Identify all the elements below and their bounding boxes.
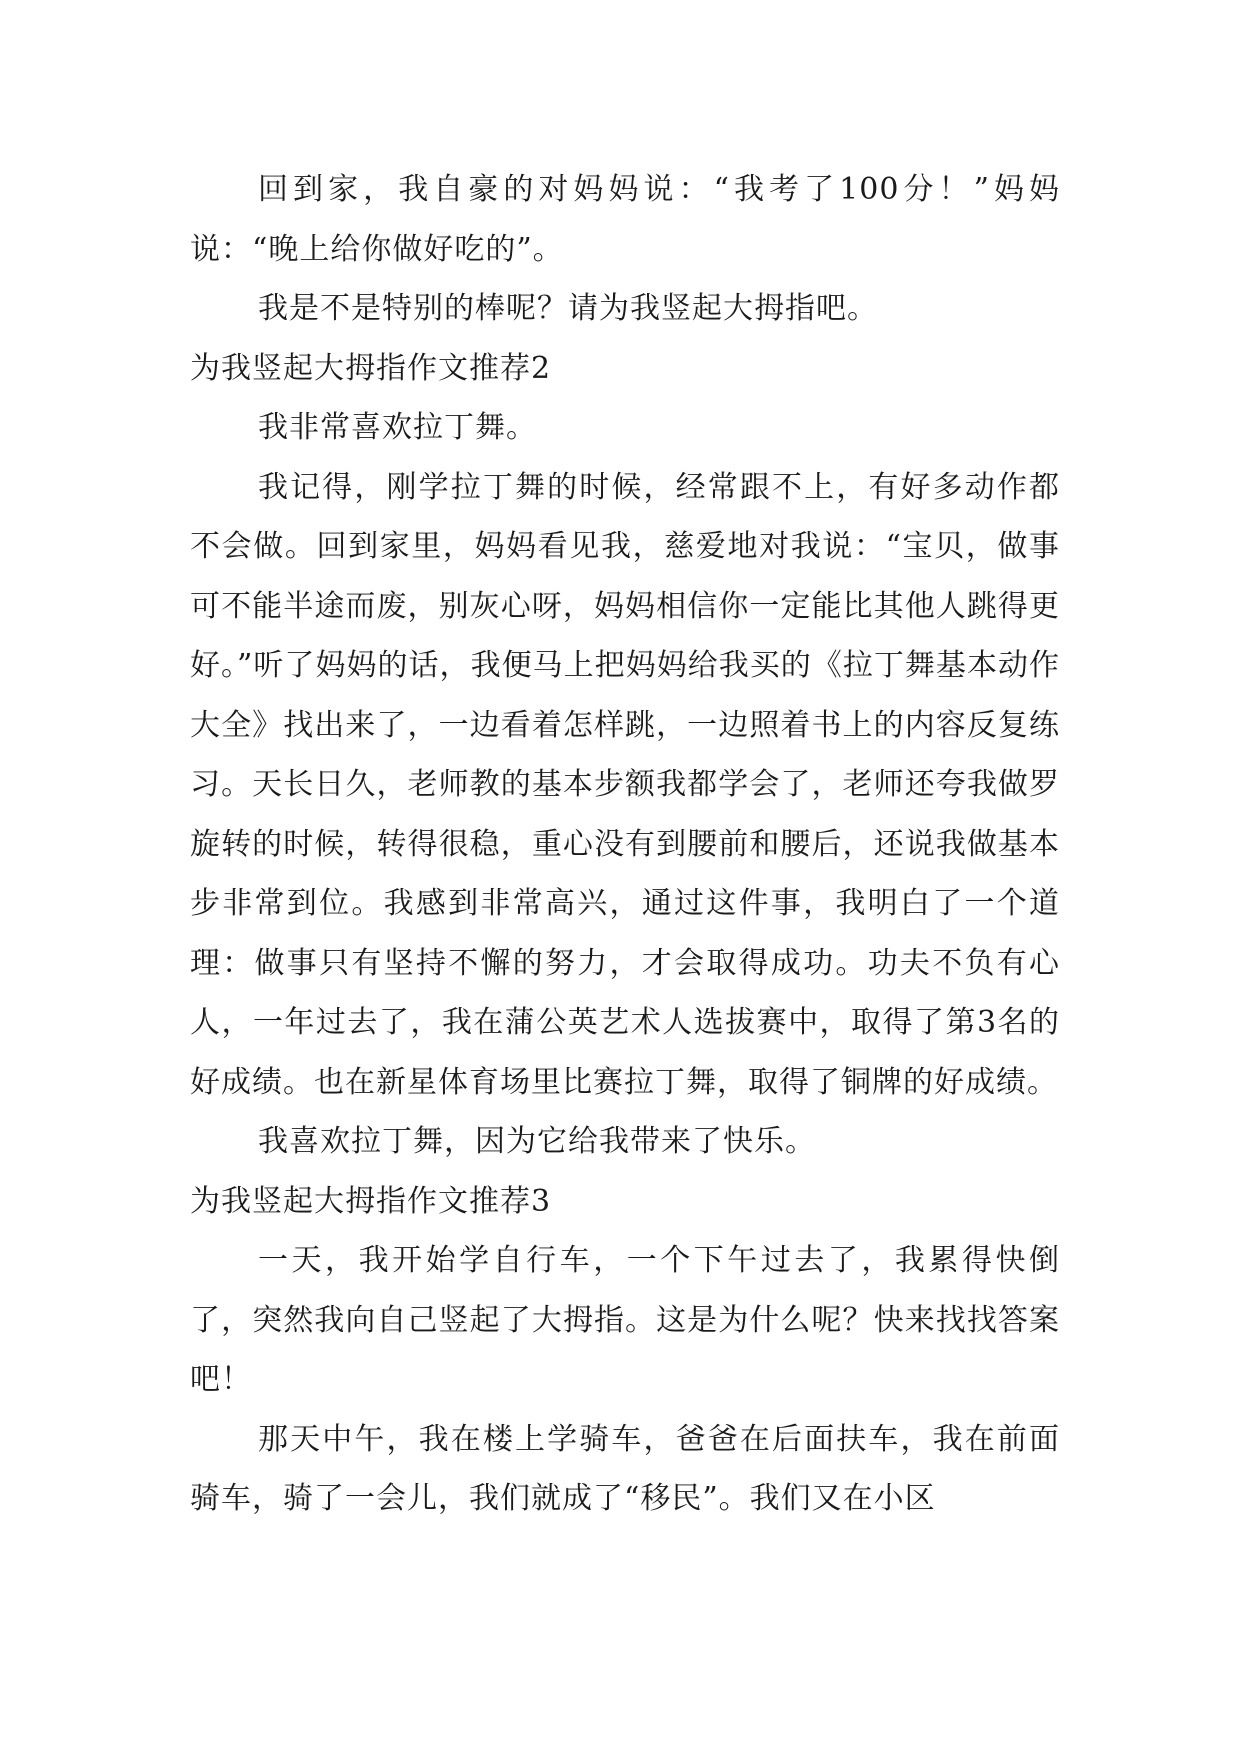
section-heading: 为我竖起大拇指作文推荐3 <box>190 1183 552 1219</box>
section-heading: 为我竖起大拇指作文推荐2 <box>190 350 552 386</box>
paragraph: 那天中午，我在楼上学骑车，爸爸在后面扶车，我在前面骑车，骑了一会儿，我们就成了“移民”。我们又在小区 <box>190 1421 1060 1516</box>
paragraph: 我记得，刚学拉丁舞的时候，经常跟不上，有好多动作都不会做。回到家里，妈妈看见我，慈爱地对我说：“宝贝，做事可不能半途而废，别灰心呀，妈妈相信你一定能比其他人跳得更好。”听了妈妈的话，我便马上把妈妈给我买的《拉丁舞基本动作大全》找出来了，一边看着怎样跳，一边照着书上的内容反复练习。天长日久，老师教的基本步额我都学会了，老师还夸我做罗旋转的时候，转得很稳，重心没有到腰前和腰后，还说我做基本步非常到位。我感到非常高兴，通过这件事，我明白了一个道理：做事只有坚持不懈的努力，才会取得成功。功夫不负有心人，一年过去了，我在蒲公英艺术人选拔赛中，取得了第3名的好成绩。也在新星体育场里比赛拉丁舞，取得了铜牌的好成绩。 <box>190 469 1060 1100</box>
paragraph: 一天，我开始学自行车，一个下午过去了，我累得快倒了，突然我向自己竖起了大拇指。这是为什么呢？快来找找答案吧！ <box>190 1243 1060 1397</box>
paragraph: 我非常喜欢拉丁舞。 <box>258 410 537 445</box>
paragraph: 我是不是特别的棒呢？请为我竖起大拇指吧。 <box>258 291 878 326</box>
paragraph: 我喜欢拉丁舞，因为它给我带来了快乐。 <box>258 1124 816 1159</box>
paragraph: 回到家，我自豪的对妈妈说：“我考了100分！”妈妈说：“晚上给你做好吃的”。 <box>190 172 1060 267</box>
document-page <box>190 160 1060 1529</box>
